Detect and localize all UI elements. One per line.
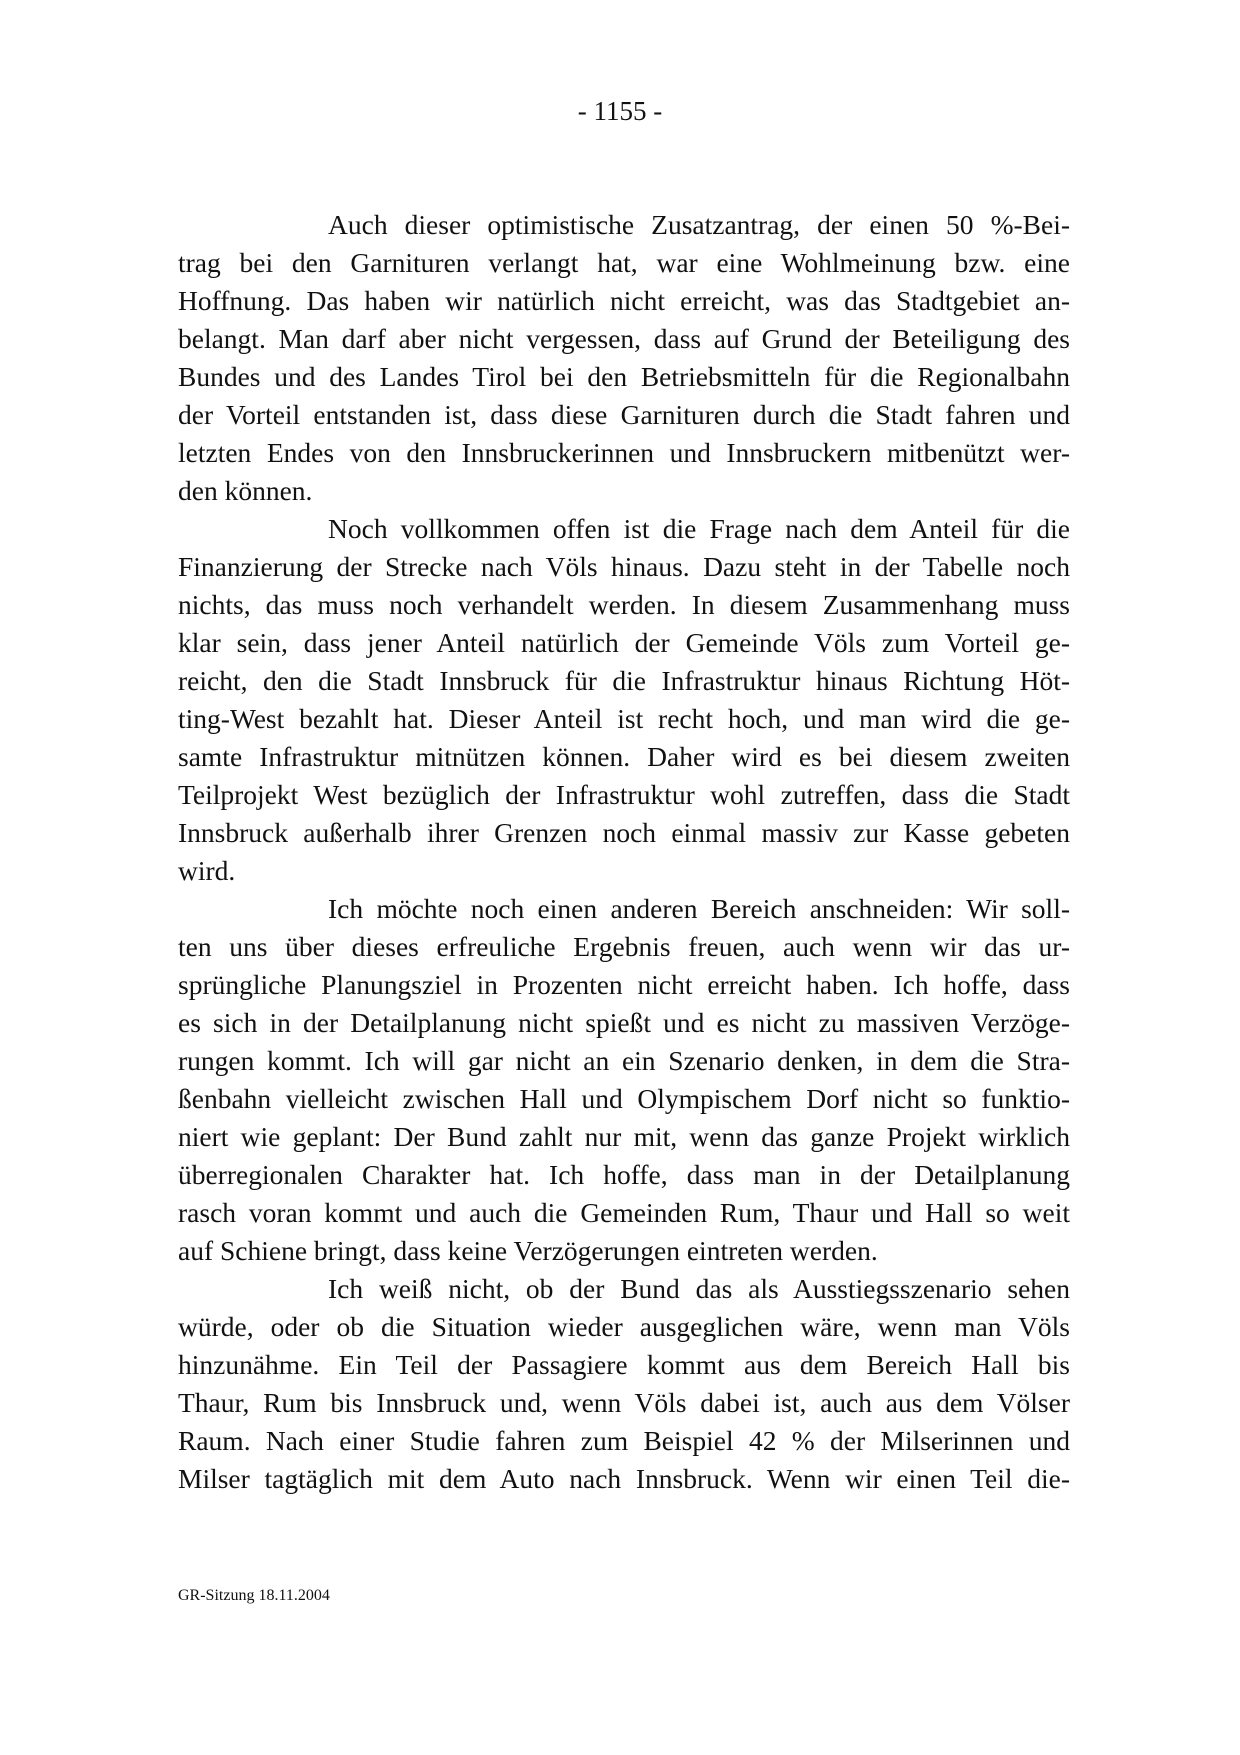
page-number: - 1155 -: [577, 96, 663, 126]
paragraph-line: belangt. Man darf aber nicht vergessen, dass auf Grund der Beteiligung des: [178, 323, 1070, 354]
paragraph-line: letzten Endes von den Innsbruckerinnen und Innsbruckern mitbenützt wer-: [178, 437, 1070, 468]
paragraph-line: Ich möchte noch einen anderen Bereich anschneiden: Wir soll-: [328, 893, 1070, 924]
paragraph-line: den können.: [178, 475, 313, 506]
paragraph-line: Noch vollkommen offen ist die Frage nach dem Anteil für die: [328, 513, 1070, 544]
paragraph-1: [178, 206, 1070, 510]
paragraph-line: Innsbruck außerhalb ihrer Grenzen noch einmal massiv zur Kasse gebeten: [178, 817, 1070, 848]
paragraph-line: auf Schiene bringt, dass keine Verzögerungen eintreten werden.: [178, 1235, 878, 1266]
paragraph-3: [178, 890, 1070, 1270]
paragraph-line: rasch voran kommt und auch die Gemeinden Rum, Thaur und Hall so weit: [178, 1197, 1070, 1228]
body-text: [178, 206, 1070, 1498]
paragraph-2: [178, 510, 1070, 890]
paragraph-line: trag bei den Garnituren verlangt hat, war eine Wohlmeinung bzw. eine: [178, 247, 1070, 278]
paragraph-line: Hoffnung. Das haben wir natürlich nicht erreicht, was das Stadtgebiet an-: [178, 285, 1070, 316]
paragraph-line: wird.: [178, 855, 236, 886]
paragraph-line: Thaur, Rum bis Innsbruck und, wenn Völs dabei ist, auch aus dem Völser: [178, 1387, 1070, 1418]
paragraph-line: rungen kommt. Ich will gar nicht an ein Szenario denken, in dem die Stra-: [178, 1045, 1070, 1076]
paragraph-line: samte Infrastruktur mitnützen können. Daher wird es bei diesem zweiten: [178, 741, 1070, 772]
paragraph-line: Teilprojekt West bezüglich der Infrastruktur wohl zutreffen, dass die Stadt: [178, 779, 1070, 810]
paragraph-line: Raum. Nach einer Studie fahren zum Beispiel 42 % der Milserinnen und: [178, 1425, 1070, 1456]
paragraph-line: Milser tagtäglich mit dem Auto nach Innsbruck. Wenn wir einen Teil die-: [178, 1463, 1070, 1494]
paragraph-line: ting-West bezahlt hat. Dieser Anteil ist recht hoch, und man wird die ge-: [178, 703, 1070, 734]
paragraph-line: sprüngliche Planungsziel in Prozenten nicht erreicht haben. Ich hoffe, dass: [178, 969, 1070, 1000]
paragraph-line: der Vorteil entstanden ist, dass diese Garnituren durch die Stadt fahren und: [178, 399, 1070, 430]
paragraph-line: überregionalen Charakter hat. Ich hoffe, dass man in der Detailplanung: [178, 1159, 1070, 1190]
paragraph-line: hinzunähme. Ein Teil der Passagiere kommt aus dem Bereich Hall bis: [178, 1349, 1070, 1380]
paragraph-line: ßenbahn vielleicht zwischen Hall und Olympischem Dorf nicht so funktio-: [178, 1083, 1070, 1114]
paragraph-line: klar sein, dass jener Anteil natürlich der Gemeinde Völs zum Vorteil ge-: [178, 627, 1070, 658]
paragraph-line: nichts, das muss noch verhandelt werden. In diesem Zusammenhang muss: [178, 589, 1070, 620]
paragraph-line: Finanzierung der Strecke nach Völs hinaus. Dazu steht in der Tabelle noch: [178, 551, 1070, 582]
paragraph-line: Bundes und des Landes Tirol bei den Betriebsmitteln für die Regionalbahn: [178, 361, 1070, 392]
page-footer: GR-Sitzung 18.11.2004: [178, 1587, 330, 1604]
paragraph-line: Ich weiß nicht, ob der Bund das als Ausstiegsszenario sehen: [328, 1273, 1070, 1304]
paragraph-4: [178, 1270, 1070, 1498]
paragraph-line: ten uns über dieses erfreuliche Ergebnis freuen, auch wenn wir das ur-: [178, 931, 1070, 962]
paragraph-line: niert wie geplant: Der Bund zahlt nur mit, wenn das ganze Projekt wirklich: [178, 1121, 1070, 1152]
paragraph-line: es sich in der Detailplanung nicht spießt und es nicht zu massiven Verzöge-: [178, 1007, 1070, 1038]
paragraph-line: würde, oder ob die Situation wieder ausgeglichen wäre, wenn man Völs: [178, 1311, 1070, 1342]
paragraph-line: Auch dieser optimistische Zusatzantrag, der einen 50 %-Bei-: [328, 209, 1070, 240]
paragraph-line: reicht, den die Stadt Innsbruck für die Infrastruktur hinaus Richtung Höt-: [178, 665, 1070, 696]
